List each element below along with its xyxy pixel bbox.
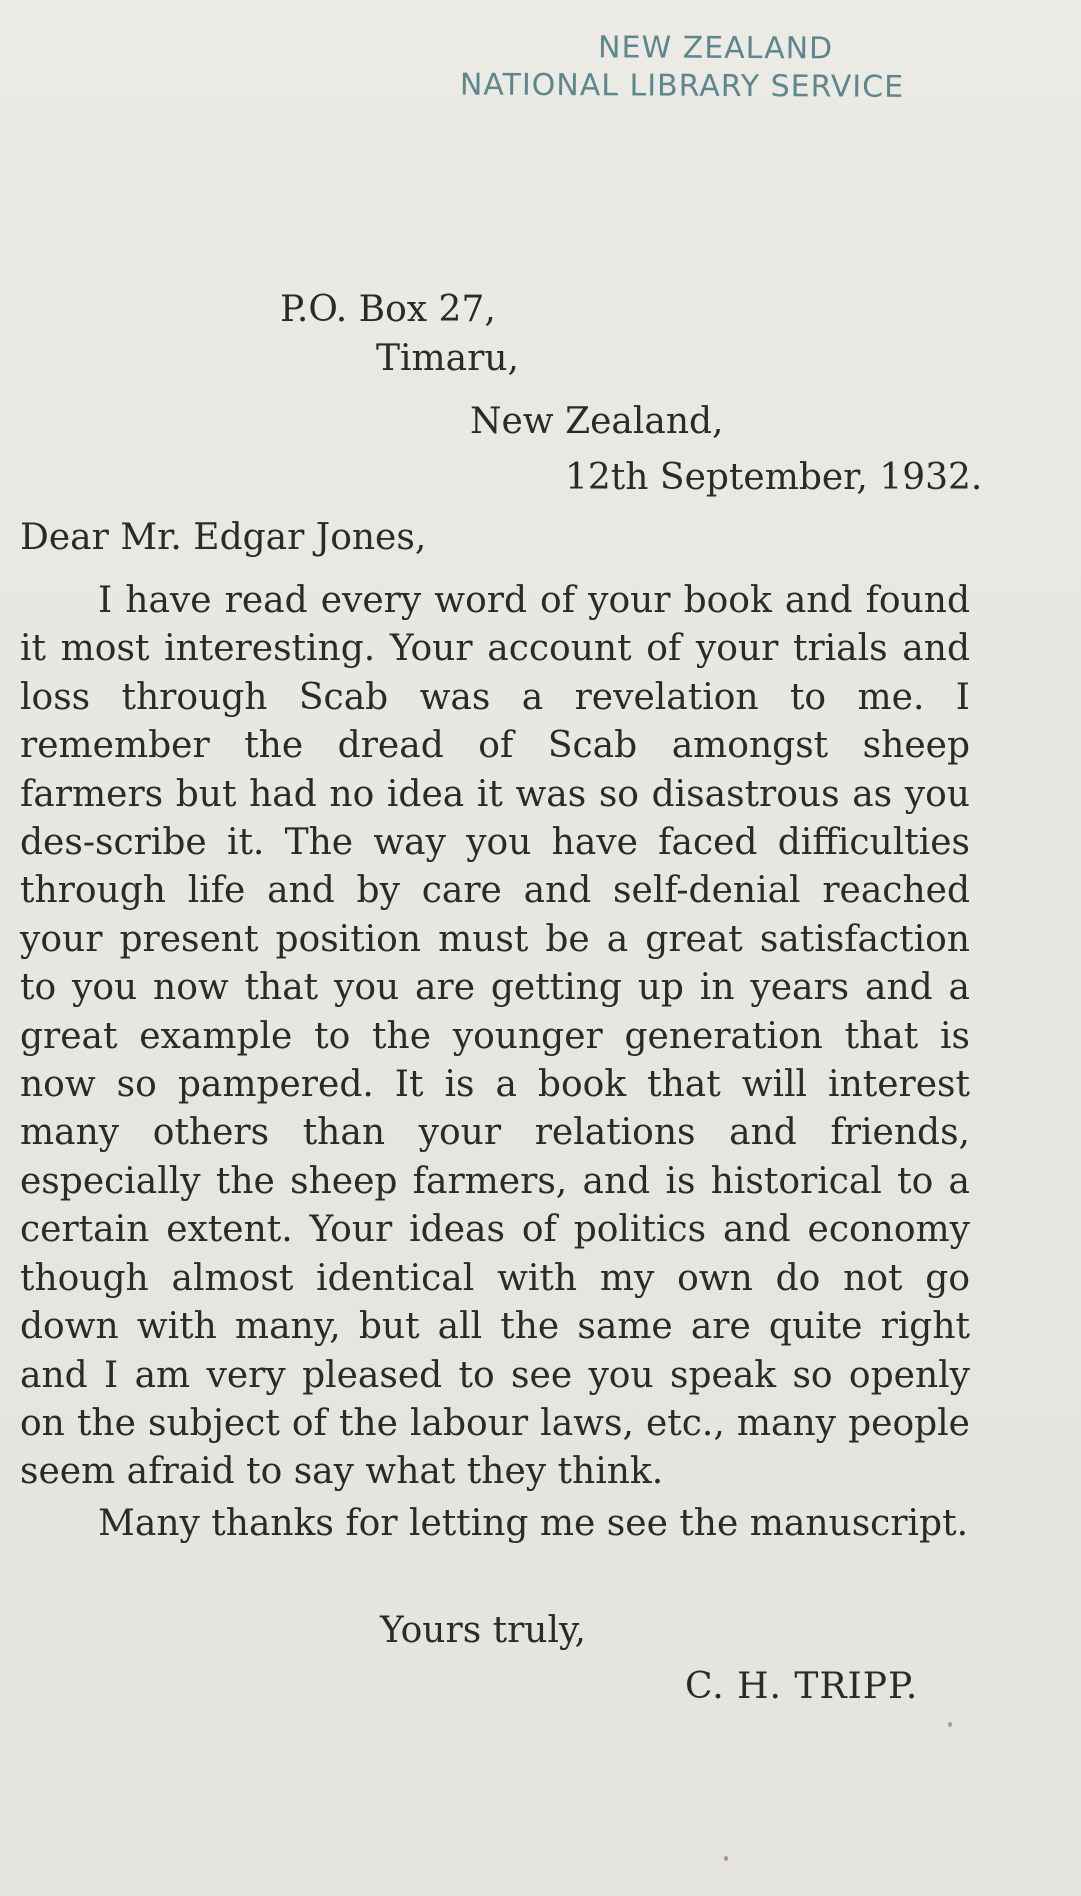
sender-address-block bbox=[0, 0, 1081, 520]
paper-speck bbox=[724, 1856, 728, 1861]
thanks-paragraph: Many thanks for letting me see the manuscript. bbox=[98, 1503, 969, 1544]
address-country: New Zealand, bbox=[470, 401, 724, 442]
closing-phrase: Yours truly, bbox=[380, 1610, 586, 1651]
letter-body-paragraph: I have read every word of your book and found it most interesting. Your account of your trials and loss through Scab was a revelation to me. I remember the dread of Scab amongst sheep farmers but had no idea it was so disastrous as you des-scribe it. The way you have faced difficulties through life and by care and self-denial reached your present position must be a great satisfaction to you now that you are getting up in years and a great example to the younger generation that is now so pampered. It is a book that will interest many others than your relations and friends, especially the sheep farmers, and is historical to a certain extent. Your ideas of politics and economy though almost identical with my own do not go down with many, but all the same are quite right and I am very pleased to see you speak so openly on the subject of the labour laws, etc., many people seem afraid to say what they think. bbox=[20, 580, 970, 1493]
address-town: Timaru, bbox=[376, 338, 519, 379]
signature-name: C. H. TRIPP. bbox=[685, 1666, 919, 1707]
stamp-line-2: NATIONAL LIBRARY SERVICE bbox=[459, 67, 905, 105]
salutation: Dear Mr. Edgar Jones, bbox=[20, 517, 427, 558]
paper-speck bbox=[948, 1722, 952, 1727]
letter-date: 12th September, 1932. bbox=[565, 457, 983, 498]
stamp-line-1: NEW ZEALAND bbox=[598, 30, 834, 67]
address-po-box: P.O. Box 27, bbox=[280, 289, 496, 330]
